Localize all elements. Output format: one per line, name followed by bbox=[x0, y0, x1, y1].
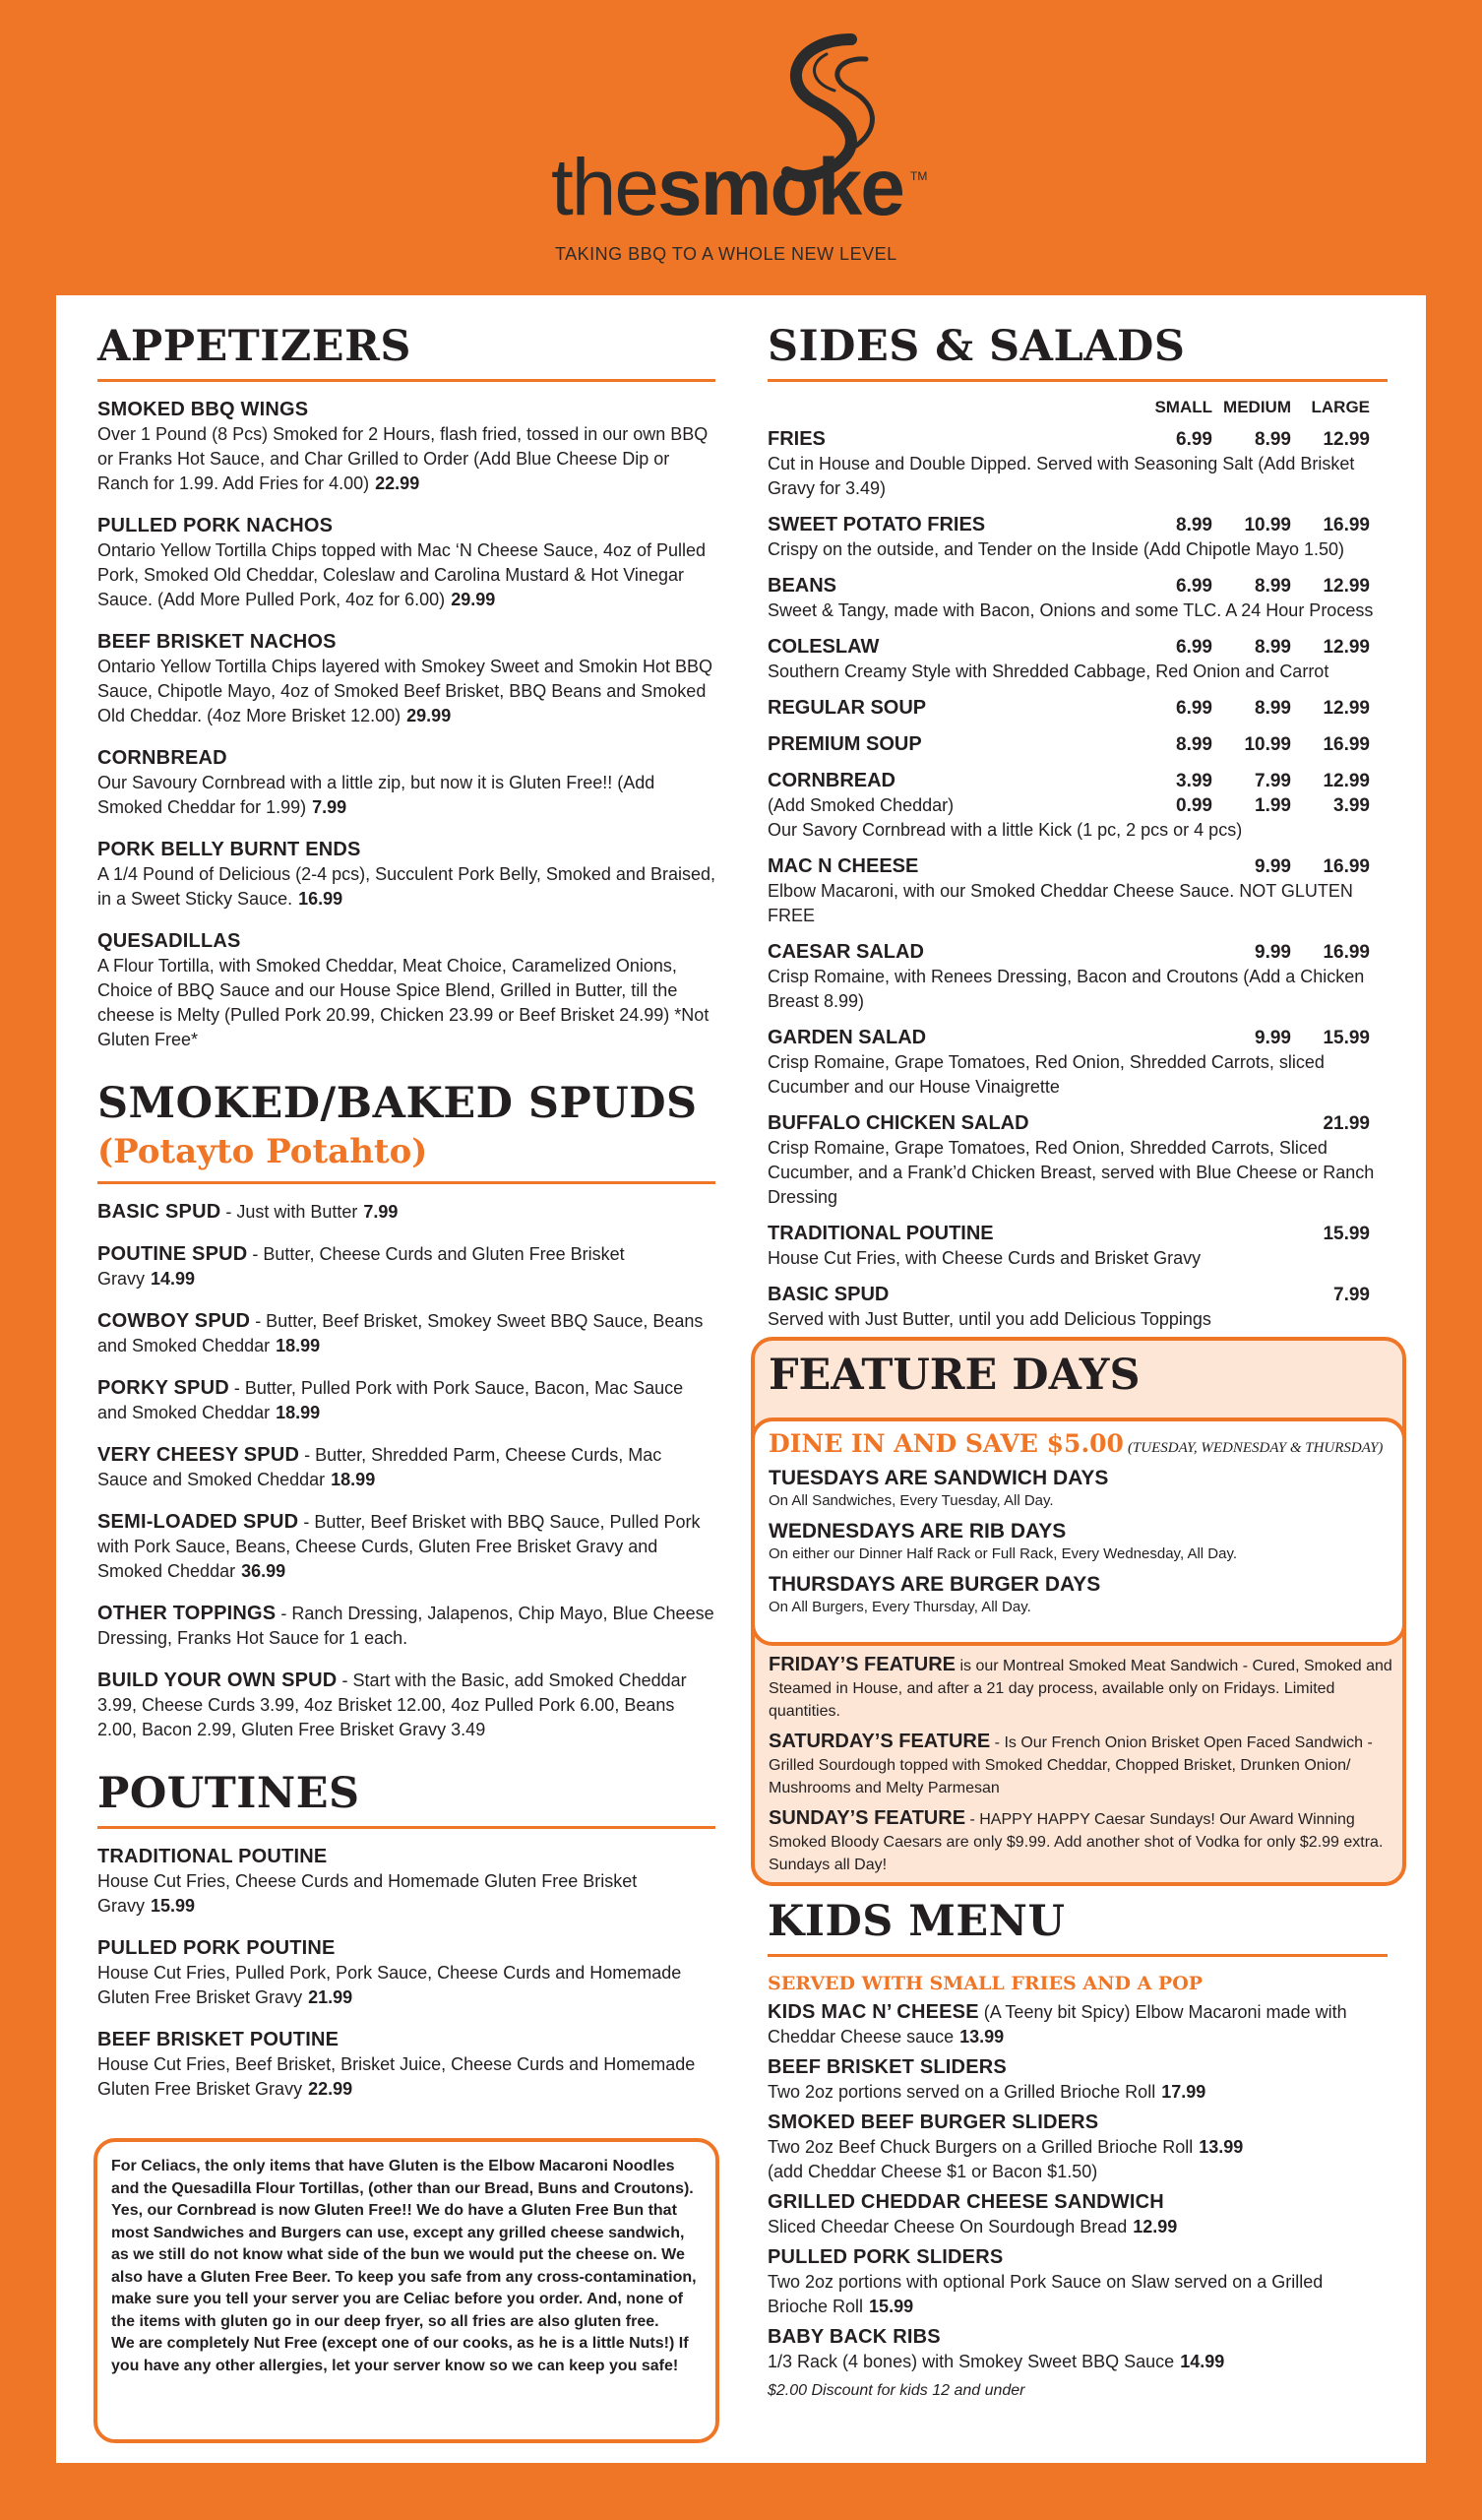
spud-item bbox=[97, 1443, 715, 1492]
item-description: - Butter, Beef Brisket, Smokey Sweet BBQ Sauce, Beans and Smoked Cheddar bbox=[97, 1311, 704, 1356]
menu-item bbox=[97, 746, 715, 820]
item-name: (Add Smoked Cheddar) bbox=[768, 795, 955, 816]
item-price: 16.99 bbox=[1323, 734, 1370, 756]
item-price: 8.99 bbox=[1176, 515, 1212, 536]
item-name: BASIC SPUD bbox=[768, 1284, 890, 1306]
kids-item bbox=[768, 2190, 1388, 2239]
item-name: BEEF BRISKET NACHOS bbox=[97, 631, 337, 654]
item-description: Crisp Romaine, with Renees Dressing, Bacon and Croutons (Add a Chicken Breast 8.99) bbox=[768, 967, 1365, 1012]
item-name: PORKY SPUD bbox=[97, 1377, 229, 1400]
sides-list bbox=[768, 427, 1388, 1332]
item-description: Sliced Cheedar Cheese On Sourdough Bread bbox=[768, 2217, 1128, 2237]
side-item bbox=[768, 574, 1388, 623]
item-name: MAC N CHEESE bbox=[768, 855, 919, 878]
item-description: Our Savory Cornbread with a little Kick (1 pc, 2 pcs or 4 pcs) bbox=[768, 820, 1243, 841]
menu-item bbox=[97, 838, 715, 912]
item-description: House Cut Fries, Beef Brisket, Brisket Juice, Cheese Curds and Homemade Gluten Free Brisket Gravy bbox=[97, 2054, 696, 2100]
item-description: Southern Creamy Style with Shredded Cabbage, Red Onion and Carrot bbox=[768, 662, 1329, 682]
item-name: POUTINE SPUD bbox=[97, 1243, 248, 1266]
kids-item bbox=[768, 2110, 1388, 2184]
menu-item bbox=[97, 1845, 715, 1919]
size-large-label: LARGE bbox=[1311, 398, 1370, 417]
spud-item bbox=[97, 1669, 715, 1742]
weekend-feature bbox=[769, 1731, 1398, 1799]
side-item bbox=[768, 1026, 1388, 1100]
side-item bbox=[768, 732, 1388, 757]
item-name: OTHER TOPPINGS bbox=[97, 1603, 277, 1625]
item-price: 18.99 bbox=[276, 1403, 321, 1423]
spud-item bbox=[97, 1510, 715, 1584]
item-description: - Butter, Pulled Pork with Pork Sauce, Bacon, Mac Sauce and Smoked Cheddar bbox=[97, 1378, 684, 1423]
item-description: - Ranch Dressing, Jalapenos, Chip Mayo, Blue Cheese Dressing, Franks Hot Sauce for 1 each. bbox=[97, 1604, 714, 1649]
item-name: TRADITIONAL POUTINE bbox=[768, 1223, 994, 1245]
side-price-row bbox=[768, 696, 1388, 721]
feature-day bbox=[769, 1572, 1389, 1617]
item-name: KIDS MAC N’ CHEESE bbox=[768, 2001, 979, 2024]
item-price: 14.99 bbox=[1180, 2352, 1225, 2372]
item-description: House Cut Fries, with Cheese Curds and Brisket Gravy bbox=[768, 1248, 1202, 1269]
menu-item bbox=[97, 929, 715, 1052]
item-price: 12.99 bbox=[1323, 429, 1370, 451]
gluten-note-text: For Celiacs, the only items that have Gluten is the Elbow Macaroni Noodles and the Quesadilla Flour Tortillas, (other than our Bread, Buns and Croutons). Yes, our Cornbread is now Gluten Free!! We do have a Gluten Free Bun that most Sandwiches and Burgers can use, except any grilled cheese sandwich, as we still do not know what side of the bun we would put the cheese on. We also have a Gluten Free Beer. To keep you safe from any cross-contamination, make sure you tell your server you are Celiac before you order. And, none of the items with gluten go in our deep fryer, so all fries are also gluten free. bbox=[111, 2158, 697, 2330]
item-extra: (add Cheddar Cheese $1 or Bacon $1.50) bbox=[768, 2162, 1098, 2182]
menu-item bbox=[97, 514, 715, 612]
item-price: 7.99 bbox=[363, 1202, 399, 1223]
item-price: 16.99 bbox=[298, 889, 343, 910]
item-description: - Butter, Shredded Parm, Cheese Curds, Mac Sauce and Smoked Cheddar bbox=[97, 1445, 662, 1490]
item-price: 22.99 bbox=[308, 2079, 353, 2100]
item-price: 13.99 bbox=[1199, 2137, 1244, 2158]
item-price: 3.99 bbox=[1333, 795, 1370, 817]
item-description: A 1/4 Pound of Delicious (2-4 pcs), Succulent Pork Belly, Smoked and Braised, in a Sweet Sticky Sauce. bbox=[97, 864, 715, 910]
kids-discount-note: $2.00 Discount for kids 12 and under bbox=[768, 2382, 1025, 2400]
spud-item bbox=[97, 1376, 715, 1425]
item-price: 36.99 bbox=[241, 1561, 286, 1582]
item-description: 1/3 Rack (4 bones) with Smokey Sweet BBQ Sauce bbox=[768, 2352, 1175, 2372]
day-name: TUESDAYS ARE SANDWICH DAYS bbox=[769, 1467, 1109, 1489]
side-price-row bbox=[768, 1222, 1388, 1246]
item-price: 29.99 bbox=[451, 590, 496, 610]
tagline: TAKING BBQ TO A WHOLE NEW LEVEL bbox=[555, 244, 897, 264]
spud-item bbox=[97, 1602, 715, 1651]
kids-item bbox=[768, 2245, 1388, 2319]
item-description: House Cut Fries, Pulled Pork, Pork Sauce, Cheese Curds and Homemade Gluten Free Brisket Gravy bbox=[97, 1963, 682, 2008]
item-price: 12.99 bbox=[1323, 576, 1370, 598]
item-description: Two 2oz Beef Chuck Burgers on a Grilled Brioche Roll bbox=[768, 2137, 1194, 2158]
item-price: 16.99 bbox=[1323, 856, 1370, 878]
item-name: CAESAR SALAD bbox=[768, 941, 924, 964]
size-medium-label: MEDIUM bbox=[1223, 398, 1291, 417]
item-price: 8.99 bbox=[1255, 576, 1291, 598]
item-name: BUILD YOUR OWN SPUD bbox=[97, 1670, 338, 1692]
side-item bbox=[768, 940, 1388, 1014]
menu-panel bbox=[56, 295, 1426, 2463]
item-name: SMOKED BBQ WINGS bbox=[97, 399, 309, 421]
feature-day bbox=[769, 1519, 1389, 1564]
item-price: 10.99 bbox=[1244, 515, 1291, 536]
logo-wordmark: thesmoke bbox=[551, 143, 903, 232]
side-price-row bbox=[768, 854, 1388, 879]
item-name: PORK BELLY BURNT ENDS bbox=[97, 839, 361, 861]
side-price-row bbox=[768, 427, 1388, 452]
item-description: Ontario Yellow Tortilla Chips topped with Mac ‘N Cheese Sauce, 4oz of Pulled Pork, Smoked Old Cheddar, Coleslaw and Carolina Mustard & Hot Vinegar Sauce. (Add More Pulled Pork, 4oz for 6.00) bbox=[97, 540, 707, 610]
item-price: 10.99 bbox=[1244, 734, 1291, 756]
menu-item bbox=[97, 2028, 715, 2102]
item-name: COLESLAW bbox=[768, 636, 880, 659]
item-name: PULLED PORK NACHOS bbox=[97, 515, 334, 537]
appetizers-title: APPETIZERS bbox=[97, 322, 411, 371]
item-name: TRADITIONAL POUTINE bbox=[97, 1846, 328, 1868]
item-price: 1.99 bbox=[1255, 795, 1291, 817]
appetizers-list bbox=[97, 398, 715, 1052]
item-price: 12.99 bbox=[1323, 698, 1370, 720]
item-price: 12.99 bbox=[1133, 2217, 1178, 2237]
divider bbox=[768, 379, 1388, 382]
item-price: 0.99 bbox=[1176, 795, 1212, 817]
feature-description: is our Montreal Smoked Meat Sandwich - Cured, Smoked and Steamed in House, and after a 21 day process, available only on Fridays. Limited quantities. bbox=[769, 1658, 1392, 1720]
item-name: SEMI-LOADED SPUD bbox=[97, 1511, 299, 1534]
divider bbox=[97, 1181, 715, 1184]
item-name: SMOKED BEEF BURGER SLIDERS bbox=[768, 2111, 1099, 2134]
item-description: Two 2oz portions served on a Grilled Brioche Roll bbox=[768, 2082, 1156, 2103]
item-price: 6.99 bbox=[1176, 429, 1212, 451]
item-description: Ontario Yellow Tortilla Chips layered with Smokey Sweet and Smokin Hot BBQ Sauce, Chipotle Mayo, 4oz of Smoked Beef Brisket, BBQ Beans and Smoked Old Cheddar. (4oz More Brisket 12.00) bbox=[97, 657, 712, 726]
kids-item bbox=[768, 2055, 1388, 2105]
kids-item bbox=[768, 2325, 1388, 2374]
item-description: House Cut Fries, Cheese Curds and Homemade Gluten Free Brisket Gravy bbox=[97, 1871, 638, 1917]
day-description: On All Burgers, Every Thursday, All Day. bbox=[769, 1599, 1031, 1615]
item-name: BEEF BRISKET POUTINE bbox=[97, 2029, 340, 2051]
divider bbox=[97, 1826, 715, 1829]
side-item bbox=[768, 1222, 1388, 1271]
header bbox=[0, 0, 1482, 295]
features-list bbox=[769, 1654, 1398, 1884]
day-name: WEDNESDAYS ARE RIB DAYS bbox=[769, 1520, 1067, 1543]
size-small-label: SMALL bbox=[1154, 398, 1212, 417]
item-price: 29.99 bbox=[406, 706, 452, 726]
item-description: Crisp Romaine, Grape Tomatoes, Red Onion, Shredded Carrots, sliced Cucumber and our House Vinaigrette bbox=[768, 1052, 1325, 1098]
item-price: 15.99 bbox=[151, 1896, 196, 1917]
item-price: 8.99 bbox=[1255, 637, 1291, 659]
item-description: - Just with Butter bbox=[220, 1202, 358, 1223]
side-price-row bbox=[768, 769, 1388, 793]
weekend-feature bbox=[769, 1807, 1398, 1876]
side-price-row bbox=[768, 1283, 1388, 1307]
spuds-subtitle: (Potayto Potahto) bbox=[97, 1132, 428, 1172]
item-price: 17.99 bbox=[1161, 2082, 1206, 2103]
side-price-row bbox=[768, 635, 1388, 660]
side-price-row bbox=[768, 1111, 1388, 1136]
spud-item bbox=[97, 1242, 715, 1292]
kids-subtitle: SERVED WITH SMALL FRIES AND A POP bbox=[768, 1973, 1204, 1995]
feature-name: SUNDAY’S FEATURE bbox=[769, 1807, 966, 1829]
item-name: GRILLED CHEDDAR CHEESE SANDWICH bbox=[768, 2191, 1164, 2214]
side-price-row bbox=[768, 940, 1388, 965]
kids-title: KIDS MENU bbox=[768, 1897, 1066, 1946]
side-price-row bbox=[768, 793, 1388, 818]
item-price: 21.99 bbox=[308, 1987, 353, 2008]
item-price: 15.99 bbox=[1323, 1224, 1370, 1245]
item-name: SWEET POTATO FRIES bbox=[768, 514, 986, 536]
side-item bbox=[768, 427, 1388, 501]
trademark: TM bbox=[910, 169, 928, 183]
weekend-feature bbox=[769, 1654, 1398, 1723]
item-description: Over 1 Pound (8 Pcs) Smoked for 2 Hours, flash fried, tossed in our own BBQ or Franks Hot Sauce, and Char Grilled to Order (Add Blue Cheese Dip or Ranch for 1.99. Add Fries for 4.00) bbox=[97, 424, 709, 494]
item-description: Sweet & Tangy, made with Bacon, Onions and some TLC. A 24 Hour Process bbox=[768, 600, 1374, 621]
item-price: 6.99 bbox=[1176, 698, 1212, 720]
feature-description: - Is Our French Onion Brisket Open Faced Sandwich - Grilled Sourdough topped with Smoked Cheddar, Chopped Brisket, Drunken Onion/ Mushrooms and Melty Parmesan bbox=[769, 1734, 1373, 1796]
item-price: 13.99 bbox=[959, 2027, 1005, 2048]
feature-description: - HAPPY HAPPY Caesar Sundays! Our Award Winning Smoked Bloody Caesars are only $9.99. Add another shot of Vodka for only $2.99 extra. Sundays all Day! bbox=[769, 1811, 1384, 1873]
kids-list bbox=[768, 2000, 1388, 2374]
item-name: BASIC SPUD bbox=[97, 1201, 221, 1224]
side-price-row bbox=[768, 513, 1388, 537]
item-name: FRIES bbox=[768, 428, 826, 451]
item-description: - Start with the Basic, add Smoked Cheddar 3.99, Cheese Curds 3.99, 4oz Brisket 12.00, 4oz Pulled Pork 6.00, Beans 2.00, Bacon 2.99, Gluten Free Brisket Gravy 3.49 bbox=[97, 1670, 687, 1740]
item-price: 9.99 bbox=[1255, 856, 1291, 878]
feature-name: FRIDAY’S FEATURE bbox=[769, 1654, 957, 1675]
item-price: 7.99 bbox=[1255, 771, 1291, 792]
dine-in-days: (TUESDAY, WEDNESDAY & THURSDAY) bbox=[1127, 1440, 1384, 1456]
feature-day bbox=[769, 1466, 1389, 1511]
menu-item bbox=[97, 398, 715, 496]
item-name: VERY CHEESY SPUD bbox=[97, 1444, 300, 1467]
item-name: CORNBREAD bbox=[768, 770, 895, 792]
item-price: 3.99 bbox=[1176, 771, 1212, 792]
item-price: 16.99 bbox=[1323, 942, 1370, 964]
item-price: 18.99 bbox=[276, 1336, 321, 1356]
item-price: 7.99 bbox=[1333, 1285, 1370, 1306]
side-item bbox=[768, 696, 1388, 721]
item-description: Served with Just Butter, until you add Delicious Toppings bbox=[768, 1309, 1211, 1330]
item-name: REGULAR SOUP bbox=[768, 697, 927, 720]
item-price: 14.99 bbox=[151, 1269, 196, 1290]
spuds-list bbox=[97, 1200, 715, 1742]
item-description: Crisp Romaine, Grape Tomatoes, Red Onion, Shredded Carrots, Sliced Cucumber, and a Frank’d Chicken Breast, served with Blue Cheese or Ranch Dressing bbox=[768, 1138, 1375, 1208]
feature-name: SATURDAY’S FEATURE bbox=[769, 1731, 991, 1752]
day-description: On All Sandwiches, Every Tuesday, All Day. bbox=[769, 1492, 1054, 1509]
side-price-row bbox=[768, 732, 1388, 757]
item-price: 15.99 bbox=[1323, 1028, 1370, 1049]
side-item bbox=[768, 635, 1388, 684]
item-price: 6.99 bbox=[1176, 637, 1212, 659]
item-description: (A Teeny bit Spicy) Elbow Macaroni made with Cheddar Cheese sauce bbox=[768, 2002, 1347, 2048]
item-description: Our Savoury Cornbread with a little zip, but now it is Gluten Free!! (Add Smoked Cheddar for 1.99) bbox=[97, 773, 655, 818]
item-price: 8.99 bbox=[1176, 734, 1212, 756]
item-name: COWBOY SPUD bbox=[97, 1310, 251, 1333]
side-item-cornbread bbox=[768, 769, 1388, 843]
kids-column bbox=[768, 1897, 1388, 2402]
spuds-title: SMOKED/BAKED SPUDS bbox=[97, 1079, 698, 1129]
poutines-title: POUTINES bbox=[97, 1769, 360, 1819]
side-item bbox=[768, 1111, 1388, 1210]
side-item bbox=[768, 513, 1388, 562]
item-name: GARDEN SALAD bbox=[768, 1027, 927, 1049]
size-header bbox=[768, 398, 1388, 417]
item-name: BABY BACK RIBS bbox=[768, 2326, 941, 2349]
sides-title: SIDES & SALADS bbox=[768, 322, 1186, 371]
item-name: PULLED PORK POUTINE bbox=[97, 1937, 336, 1960]
feature-days-title: FEATURE DAYS bbox=[769, 1351, 1141, 1400]
left-column bbox=[97, 322, 715, 2119]
day-description: On either our Dinner Half Rack or Full Rack, Every Wednesday, All Day. bbox=[769, 1545, 1238, 1562]
side-item bbox=[768, 1283, 1388, 1332]
menu-item bbox=[97, 630, 715, 728]
divider bbox=[97, 379, 715, 382]
dine-in-box bbox=[751, 1418, 1406, 1646]
item-description: Two 2oz portions with optional Pork Sauce on Slaw served on a Grilled Brioche Roll bbox=[768, 2272, 1324, 2317]
item-name: PULLED PORK SLIDERS bbox=[768, 2246, 1004, 2269]
poutines-list bbox=[97, 1845, 715, 2102]
divider bbox=[768, 1954, 1388, 1957]
item-name: CORNBREAD bbox=[97, 747, 227, 770]
day-name: THURSDAYS ARE BURGER DAYS bbox=[769, 1573, 1101, 1596]
menu-item bbox=[97, 1936, 715, 2010]
item-price: 18.99 bbox=[331, 1470, 376, 1490]
item-price: 9.99 bbox=[1255, 942, 1291, 964]
right-column bbox=[768, 322, 1388, 1344]
item-description: Elbow Macaroni, with our Smoked Cheddar Cheese Sauce. NOT GLUTEN FREE bbox=[768, 881, 1353, 926]
days-list bbox=[769, 1466, 1389, 1617]
item-description: - Butter, Cheese Curds and Gluten Free Brisket Gravy bbox=[97, 1244, 625, 1290]
item-price: 12.99 bbox=[1323, 637, 1370, 659]
item-description: - Butter, Beef Brisket with BBQ Sauce, Pulled Pork with Pork Sauce, Beans, Cheese Curds, Gluten Free Brisket Gravy and Smoked Cheddar bbox=[97, 1512, 701, 1582]
item-name: PREMIUM SOUP bbox=[768, 733, 922, 756]
item-price: 8.99 bbox=[1255, 698, 1291, 720]
item-description: A Flour Tortilla, with Smoked Cheddar, Meat Choice, Caramelized Onions, Choice of BBQ Sauce and our House Spice Blend, Grilled in Butter, till the cheese is Melty (Pulled Pork 20.99, Chicken 23.99 or Beef Brisket 24.99) *Not Gluten Free* bbox=[97, 956, 710, 1050]
item-description: Cut in House and Double Dipped. Served with Seasoning Salt (Add Brisket Gravy for 3.49) bbox=[768, 454, 1355, 499]
spud-item bbox=[97, 1200, 715, 1225]
item-price: 9.99 bbox=[1255, 1028, 1291, 1049]
side-item bbox=[768, 854, 1388, 928]
dine-in-heading: DINE IN AND SAVE $5.00 (TUESDAY, WEDNESDAY & THURSDAY) bbox=[769, 1429, 1384, 1458]
item-price: 16.99 bbox=[1323, 515, 1370, 536]
kids-item bbox=[768, 2000, 1388, 2049]
spud-item bbox=[97, 1309, 715, 1358]
item-description: Crispy on the outside, and Tender on the Inside (Add Chipotle Mayo 1.50) bbox=[768, 539, 1345, 560]
item-price: 7.99 bbox=[312, 797, 347, 818]
item-price: 8.99 bbox=[1255, 429, 1291, 451]
item-name: QUESADILLAS bbox=[97, 930, 241, 953]
item-price: 6.99 bbox=[1176, 576, 1212, 598]
item-price: 15.99 bbox=[869, 2297, 914, 2317]
side-price-row bbox=[768, 574, 1388, 598]
gluten-allergy-note bbox=[93, 2138, 719, 2443]
item-price: 12.99 bbox=[1323, 771, 1370, 792]
side-price-row bbox=[768, 1026, 1388, 1050]
item-name: BEANS bbox=[768, 575, 837, 598]
item-price: 21.99 bbox=[1323, 1113, 1370, 1135]
item-name: BEEF BRISKET SLIDERS bbox=[768, 2056, 1007, 2079]
item-price: 22.99 bbox=[375, 473, 420, 494]
feature-days-box bbox=[751, 1337, 1406, 1886]
item-name: BUFFALO CHICKEN SALAD bbox=[768, 1112, 1029, 1135]
nut-note-text: We are completely Nut Free (except one of our cooks, as he is a little Nuts!) If you have any other allergies, let your server know so we can keep you safe! bbox=[111, 2335, 689, 2374]
